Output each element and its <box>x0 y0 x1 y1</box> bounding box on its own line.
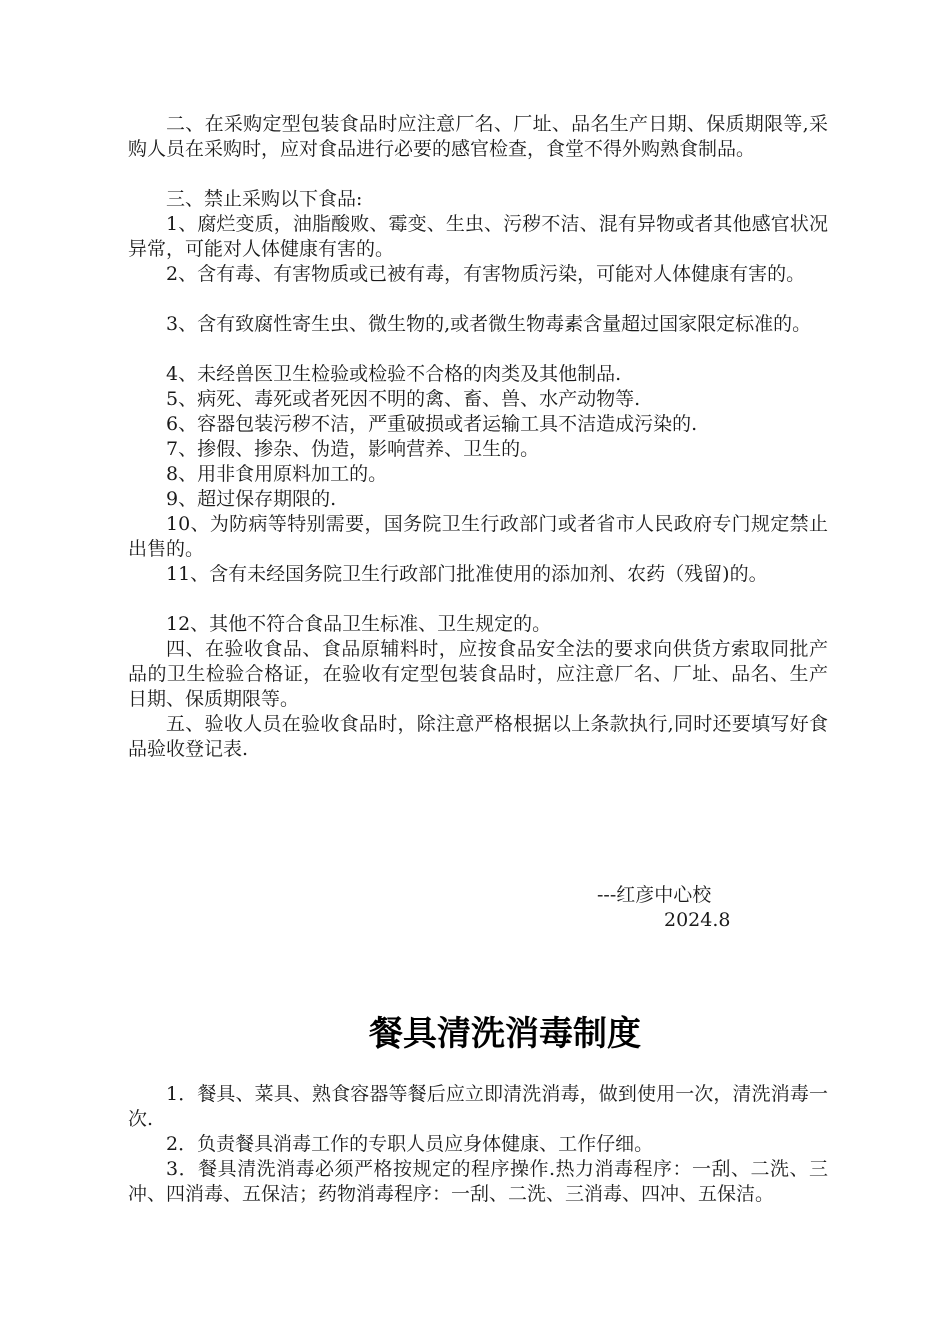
list-item-prohibited-3: 3、含有致腐性寄生虫、微生物的,或者微生物毒素含量超过国家限定标准的。 <box>166 313 812 335</box>
list-item-prohibited-2: 2、含有毒、有害物质或已被有毒，有害物质污染，可能对人体健康有害的。 <box>166 263 806 285</box>
paragraph-acceptance-inspection: 四、在验收食品、食品原辅料时，应按食品安全法的要求向供货方索取同批产品的卫生检验合格证，在验收有定型包装食品时，应注意厂名、厂址、品名、生产日期、保质期限等。 <box>128 638 828 710</box>
paragraph-acceptance-record: 五、验收人员在验收食品时，除注意严格根据以上条款执行,同时还要填写好食品验收登记表. <box>128 713 828 760</box>
list-item-disinfection-1: 1．餐具、菜具、熟食容器等餐后应立即清洗消毒，做到使用一次，清洗消毒一次. <box>128 1083 828 1130</box>
list-item-prohibited-4: 4、未经兽医卫生检验或检验不合格的肉类及其他制品. <box>166 363 622 385</box>
list-item-prohibited-6: 6、容器包装污秽不洁，严重破损或者运输工具不洁造成污染的. <box>166 413 698 435</box>
paragraph-purchase-packaged-food: 二、在采购定型包装食品时应注意厂名、厂址、品名生产日期、保质期限等,采购人员在采购时，应对食品进行必要的感官检查，食堂不得外购熟食制品。 <box>128 113 828 160</box>
signature-organization: ---红彦中心校 <box>597 884 712 906</box>
list-item-prohibited-11: 11、含有未经国务院卫生行政部门批准使用的添加剂、农药（残留)的。 <box>166 563 768 585</box>
list-item-prohibited-7: 7、掺假、掺杂、伪造，影响营养、卫生的。 <box>166 438 540 460</box>
page-title-tableware-disinfection: 餐具清洗消毒制度 <box>369 1014 641 1054</box>
list-item-disinfection-2: 2．负责餐具消毒工作的专职人员应身体健康、工作仔细。 <box>166 1133 654 1155</box>
signature-date: 2024.8 <box>664 909 731 931</box>
list-item-disinfection-3: 3．餐具清洗消毒必须严格按规定的程序操作.热力消毒程序：一刮、二洗、三冲、四消毒、五保洁；药物消毒程序：一刮、二洗、三消毒、四冲、五保洁。 <box>128 1158 828 1205</box>
list-item-prohibited-12: 12、其他不符合食品卫生标准、卫生规定的。 <box>166 613 552 635</box>
list-item-prohibited-8: 8、用非食用原料加工的。 <box>166 463 388 485</box>
list-item-prohibited-10: 10、为防病等特别需要，国务院卫生行政部门或者省市人民政府专门规定禁止出售的。 <box>128 513 828 560</box>
list-item-prohibited-9: 9、超过保存期限的. <box>166 488 337 510</box>
list-item-prohibited-1: 1、腐烂变质，油脂酸败、霉变、生虫、污秽不洁、混有异物或者其他感官状况异常，可能对人体健康有害的。 <box>128 213 828 260</box>
paragraph-prohibited-heading: 三、禁止采购以下食品: <box>166 188 363 210</box>
list-item-prohibited-5: 5、病死、毒死或者死因不明的禽、畜、兽、水产动物等. <box>166 388 641 410</box>
